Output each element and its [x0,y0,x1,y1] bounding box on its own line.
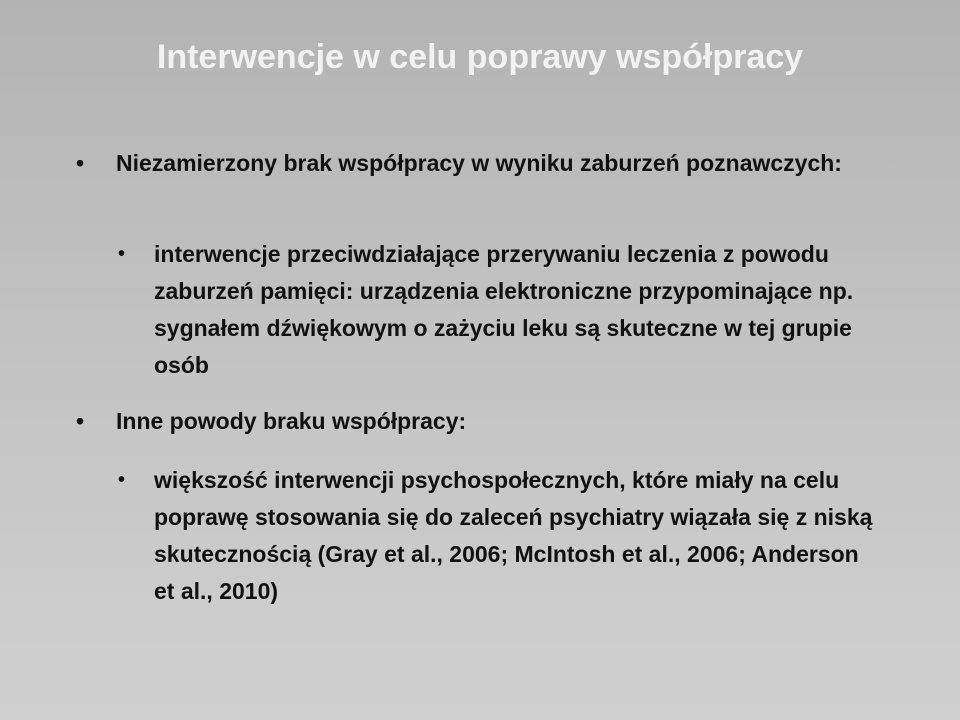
bullet-marker: • [118,243,126,265]
bullet-text: Niezamierzony brak współpracy w wyniku zaburzeń poznawczych: [116,150,842,176]
bullet-marker: • [76,150,85,176]
bullet-text: większość interwencji psychospołecznych, które miały na celu poprawę stosowania się do zaleceń psychiatry wiązała się z niską skutecznością (Gray et al., 2006; McIntosh et al., 2006; Anderson et al., 2010) [154,467,873,604]
sub-bullet-item-memory [118,236,898,384]
bullet-marker: • [118,469,126,491]
bullet-text: interwencje przeciwdziałające przerywaniu leczenia z powodu zaburzeń pamięci: urządzenia elektroniczne przypominające np. sygnałem dźwiękowym o zażyciu leku są skuteczne w tej grupie osób [154,241,854,378]
slide-title: Interwencje w celu poprawy współpracy [156,38,804,76]
sub-bullet-item-psychosocial [118,462,898,610]
bullet-item-cognitive [76,146,876,180]
bullet-text: Inne powody braku współpracy: [116,408,467,434]
bullet-marker: • [76,408,85,434]
bullet-item-other-reasons [76,404,876,438]
